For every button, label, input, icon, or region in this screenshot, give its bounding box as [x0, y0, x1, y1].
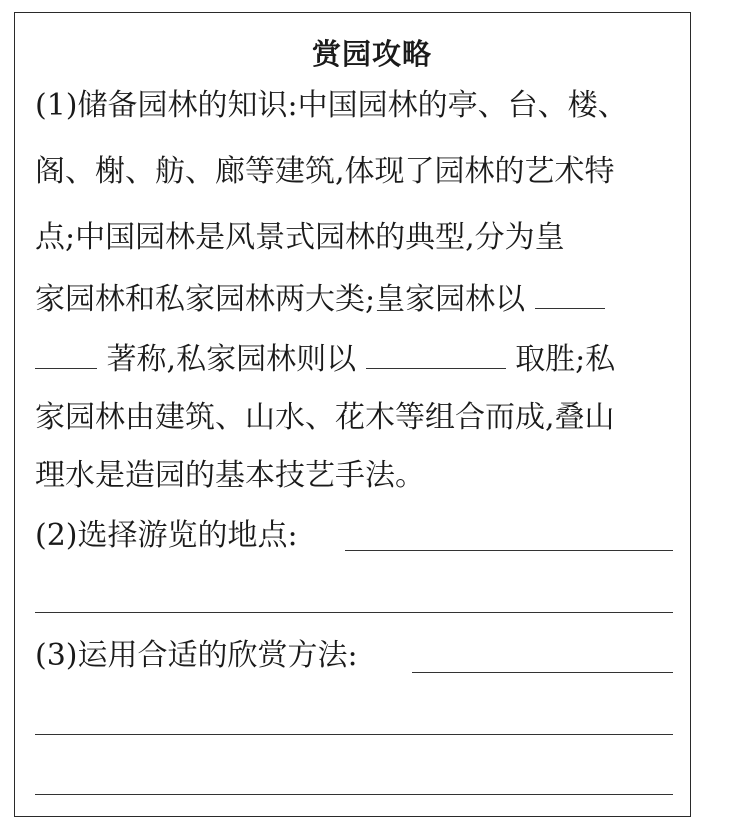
text-line-4: [35, 278, 675, 318]
text-line-1: (1)储备园林的知识:中国园林的亭、台、楼、: [35, 88, 628, 123]
page-title: 赏园攻略: [311, 37, 432, 71]
text-line-5: [35, 338, 675, 378]
text-line-3: 点;中国园林是风景式园林的典型,分为皇: [35, 220, 565, 255]
answer-line-location-1[interactable]: [345, 550, 673, 551]
section2-label: (2)选择游览的地点:: [35, 518, 298, 553]
text-line-2: 阁、榭、舫、廊等建筑,体现了园林的艺术特: [35, 154, 615, 189]
answer-line-location-2[interactable]: [35, 612, 673, 613]
answer-line-method-2[interactable]: [35, 734, 673, 735]
answer-blank-royal-2[interactable]: [35, 338, 97, 369]
answer-blank-royal-1[interactable]: [535, 278, 605, 309]
answer-line-method-1[interactable]: [412, 672, 673, 673]
answer-blank-private[interactable]: [366, 338, 506, 369]
answer-line-method-3[interactable]: [35, 794, 673, 795]
text-line-4-text: 家园林和私家园林两大类;皇家园林以: [35, 282, 526, 317]
text-line-5-a: 著称,私家园林则以: [106, 342, 357, 377]
text-line-7: 理水是造园的基本技艺手法。: [35, 458, 425, 493]
text-line-5-b: 取胜;私: [515, 342, 616, 377]
text-line-6: 家园林由建筑、山水、花木等组合而成,叠山: [35, 400, 615, 435]
section3-label: (3)运用合适的欣赏方法:: [35, 638, 358, 673]
